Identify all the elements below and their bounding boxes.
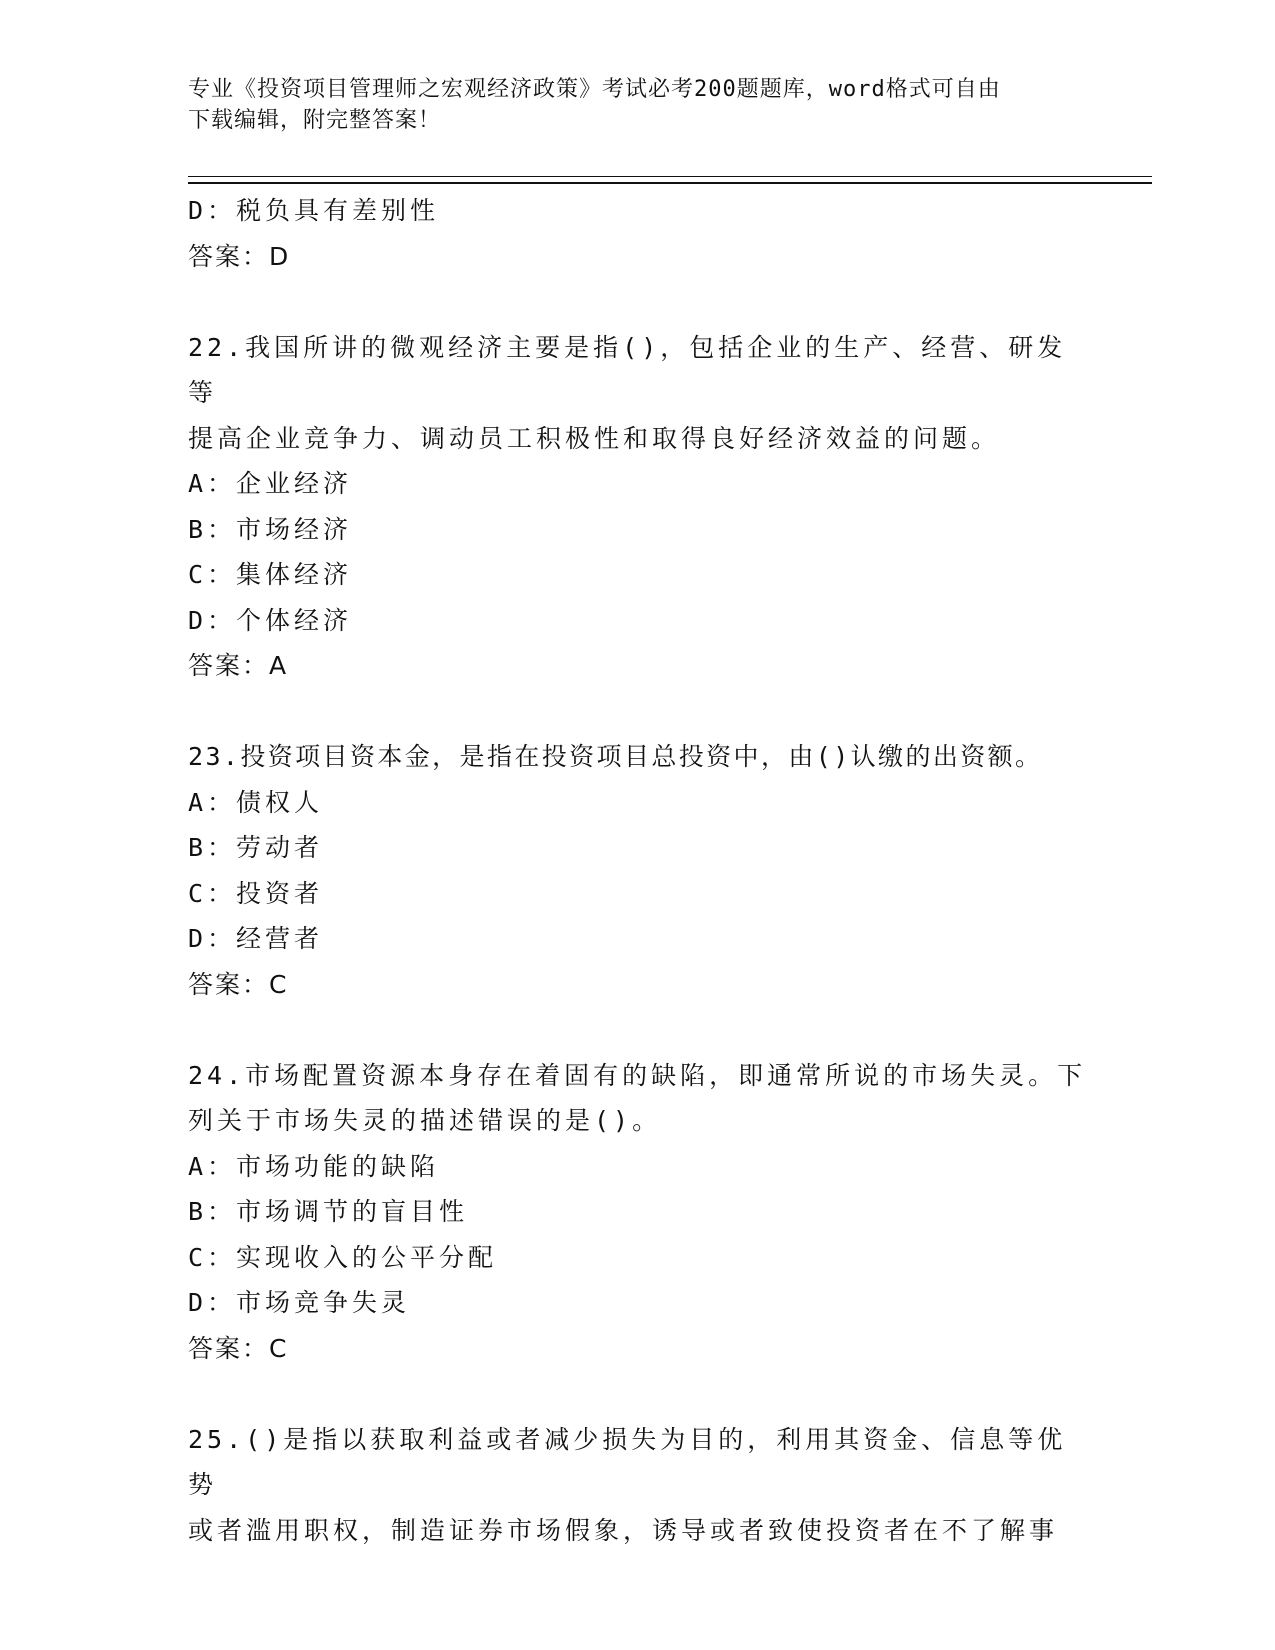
header-line-2: 下载编辑，附完整答案！ bbox=[188, 108, 442, 133]
question-25 bbox=[188, 1417, 1088, 1554]
option-d: D：市场竞争失灵 bbox=[188, 1288, 411, 1317]
spacer bbox=[188, 279, 1088, 325]
question-stem-line: 22.我国所讲的微观经济主要是指()，包括企业的生产、经营、研发等 bbox=[188, 332, 1067, 407]
option-c: C：投资者 bbox=[188, 878, 324, 908]
question-stem-line: 列关于市场失灵的描述错误的是()。 bbox=[188, 1106, 662, 1135]
option-b: B：市场经济 bbox=[188, 514, 353, 544]
answer: 答案：C bbox=[188, 1333, 289, 1363]
question-stem-line: 或者滥用职权，制造证券市场假象，诱导或者致使投资者在不了解事 bbox=[188, 1515, 1059, 1545]
option-a: A：债权人 bbox=[188, 787, 324, 817]
spacer bbox=[188, 689, 1088, 735]
page-content bbox=[188, 188, 1088, 1553]
question-stem-line: 24.市场配置资源本身存在着固有的缺陷，即通常所说的市场失灵。下 bbox=[188, 1060, 1087, 1090]
answer: 答案：A bbox=[188, 651, 289, 680]
spacer bbox=[188, 1007, 1088, 1053]
option-d: D：个体经济 bbox=[188, 605, 353, 635]
option-b: B：劳动者 bbox=[188, 833, 324, 862]
header-rule-thin bbox=[188, 176, 1152, 177]
option-a: A：市场功能的缺陷 bbox=[188, 1151, 440, 1181]
question-stem-line: 23.投资项目资本金，是指在投资项目总投资中，由()认缴的出资额。 bbox=[188, 742, 1043, 771]
question-24 bbox=[188, 1053, 1088, 1372]
question-22 bbox=[188, 325, 1088, 689]
option-c: C：集体经济 bbox=[188, 560, 353, 589]
page-header bbox=[188, 74, 1068, 136]
answer: 答案：D bbox=[188, 241, 291, 271]
question-stem-line: 25.()是指以获取利益或者减少损失为目的，利用其资金、信息等优势 bbox=[188, 1424, 1067, 1499]
header-line-1: 专业《投资项目管理师之宏观经济政策》考试必考200题题库，word格式可自由 bbox=[188, 77, 1001, 102]
option-d: D：税负具有差别性 bbox=[188, 196, 440, 225]
option-d: D：经营者 bbox=[188, 924, 324, 953]
answer: 答案：C bbox=[188, 969, 289, 999]
spacer bbox=[188, 1371, 1088, 1417]
option-b: B：市场调节的盲目性 bbox=[188, 1197, 469, 1226]
header-rule-thick bbox=[188, 182, 1152, 184]
option-c: C：实现收入的公平分配 bbox=[188, 1242, 498, 1272]
option-a: A：企业经济 bbox=[188, 469, 353, 498]
question-stem-line: 提高企业竞争力、调动员工积极性和取得良好经济效益的问题。 bbox=[188, 423, 1001, 453]
question-23 bbox=[188, 734, 1088, 1007]
